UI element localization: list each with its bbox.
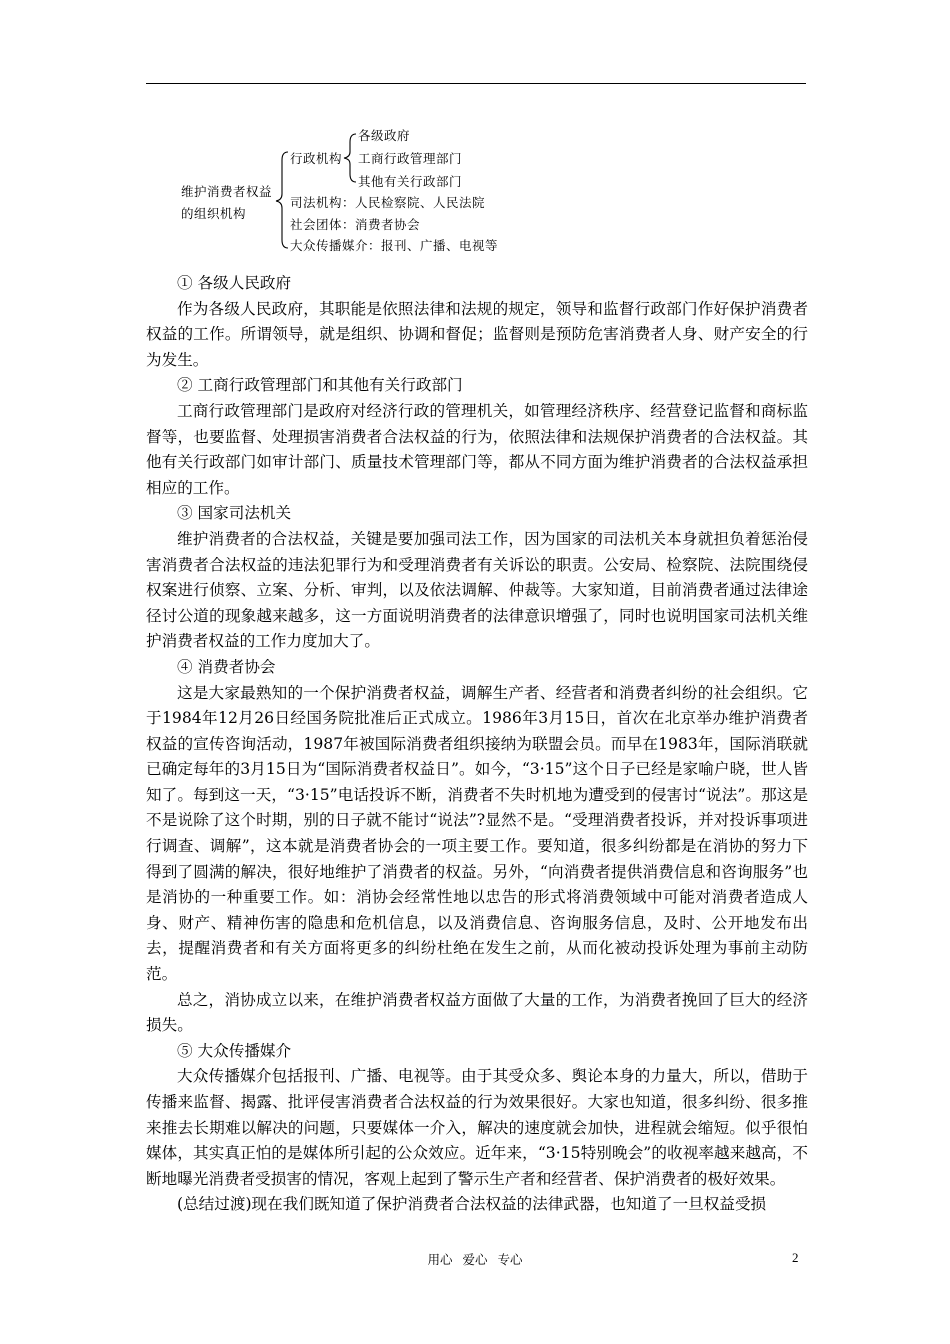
diagram-admin-child-2: 工商行政管理部门 xyxy=(358,151,463,166)
section-heading: ② 工商行政管理部门和其他有关行政部门 xyxy=(177,376,463,395)
section-heading: ③ 国家司法机关 xyxy=(177,504,292,523)
section-heading: ④ 消费者协会 xyxy=(177,657,276,676)
sub-brace xyxy=(344,134,356,182)
diagram-admin-child-1: 各级政府 xyxy=(358,128,411,143)
paragraph: 维护消费者的合法权益，关键是要加强司法工作，因为国家的司法机关本身就担负着惩治侵害消费者合法权益的违法犯罪行为和受理消费者有关诉讼的职责。公安局、检察院、法院围绕侵权案进行侦察、立案、分析、审判，以及依法调解、仲裁等。大家知道，目前消费者通过法律途径讨公道的现象越来越多，这一方面说明消费者的法律意识增强了，同时也说明国家司法机关维护消费者权益的工作力度加大了。 xyxy=(146,529,808,651)
paragraph: 总之，消协成立以来，在维护消费者权益方面做了大量的工作，为消费者挽回了巨大的经济损失。 xyxy=(146,990,808,1035)
diagram-braces xyxy=(0,0,950,270)
footer-motto: 用心 爱心 专心 xyxy=(427,1252,523,1267)
page-number: 2 xyxy=(792,1250,799,1265)
diagram-root-line1: 维护消费者权益 xyxy=(181,184,273,199)
paragraph: 大众传播媒介包括报刊、广播、电视等。由于其受众多、舆论本身的力量大，所以，借助于传播来监督、揭露、批评侵害消费者合法权益的行为效果很好。大家也知道，很多纠纷、很多推来推去长期难以解决的问题，只要媒体一介入，解决的速度就会加快，进程就会缩短。似乎很怕媒体，其实真正怕的是媒体所引起的公众效应。近年来，“3·15特别晚会”的收视率越来越高，不断地曝光消费者受损害的情况，客观上起到了警示生产者和经营者、保护消费者的极好效果。 xyxy=(146,1067,808,1188)
main-brace xyxy=(276,152,288,248)
paragraph: 这是大家最熟知的一个保护消费者权益，调解生产者、经营者和消费者纠纷的社会组织。它于1984年12月26日经国务院批准后正式成立。1986年3月15日，首次在北京举办维护消费者权益的宣传咨询活动，1987年被国际消费者组织接纳为联盟会员。而早在1983年，国际消联就已确定每年的3月15日为“国际消费者权益日”。如今，“3·15”这个日子已经是家喻户晓，世人皆知了。每到这一天，“3·15”电话投诉不断，消费者不失时机地为遭受到的侵害讨“说法”。那这是不是说除了这个时期，别的日子就不能讨“说法”?显然不是。“受理消费者投诉，并对投诉事项进行调查、调解”，这本就是消费者协会的一项主要工作。要知道，很多纠纷都是在消协的努力下得到了圆满的解决，很好地维护了消费者的权益。另外，“向消费者提供消费信息和咨询服务”也是消协的一种重要工作。如：消协会经常性地以忠告的形式将消费领域中可能对消费者造成人身、财产、精神伤害的隐患和危机信息，以及消费信息、咨询服务信息，及时、公开地发布出去，提醒消费者和有关方面将更多的纠纷杜绝在发生之前，从而化被动投诉处理为事前主动防范。 xyxy=(146,683,808,984)
paragraph: 工商行政管理部门是政府对经济行政的管理机关，如管理经济秩序、经营登记监督和商标监督等，也要监督、处理损害消费者合法权益的行为，依照法律和法规保护消费者的合法权益。其他有关行政部门如审计部门、质量技术管理部门等，都从不同方面为维护消费者的合法权益承担相应的工作。 xyxy=(146,401,808,497)
paragraph: (总结过渡)现在我们既知道了保护消费者合法权益的法律武器，也知道了一旦权益受损 xyxy=(177,1195,767,1214)
section-heading: ⑤ 大众传播媒介 xyxy=(177,1041,292,1060)
section-heading: ① 各级人民政府 xyxy=(177,274,292,292)
diagram-admin-child-3: 其他有关行政部门 xyxy=(358,174,463,189)
diagram-judicial: 司法机构：人民检察院、人民法院 xyxy=(290,195,486,210)
diagram-social: 社会团体：消费者协会 xyxy=(290,217,421,232)
body-text xyxy=(146,271,808,1218)
diagram-admin: 行政机构 xyxy=(290,151,343,166)
diagram-media: 大众传播媒介：报刊、广播、电视等 xyxy=(290,238,499,253)
paragraph: 作为各级人民政府，其职能是依照法律和法规的规定，领导和监督行政部门作好保护消费者权益的工作。所谓领导，就是组织、协调和督促；监督则是预防危害消费者人身、财产安全的行为发生。 xyxy=(146,299,808,369)
diagram-root-line2: 的组织机构 xyxy=(181,206,247,221)
organization-diagram xyxy=(0,0,950,270)
